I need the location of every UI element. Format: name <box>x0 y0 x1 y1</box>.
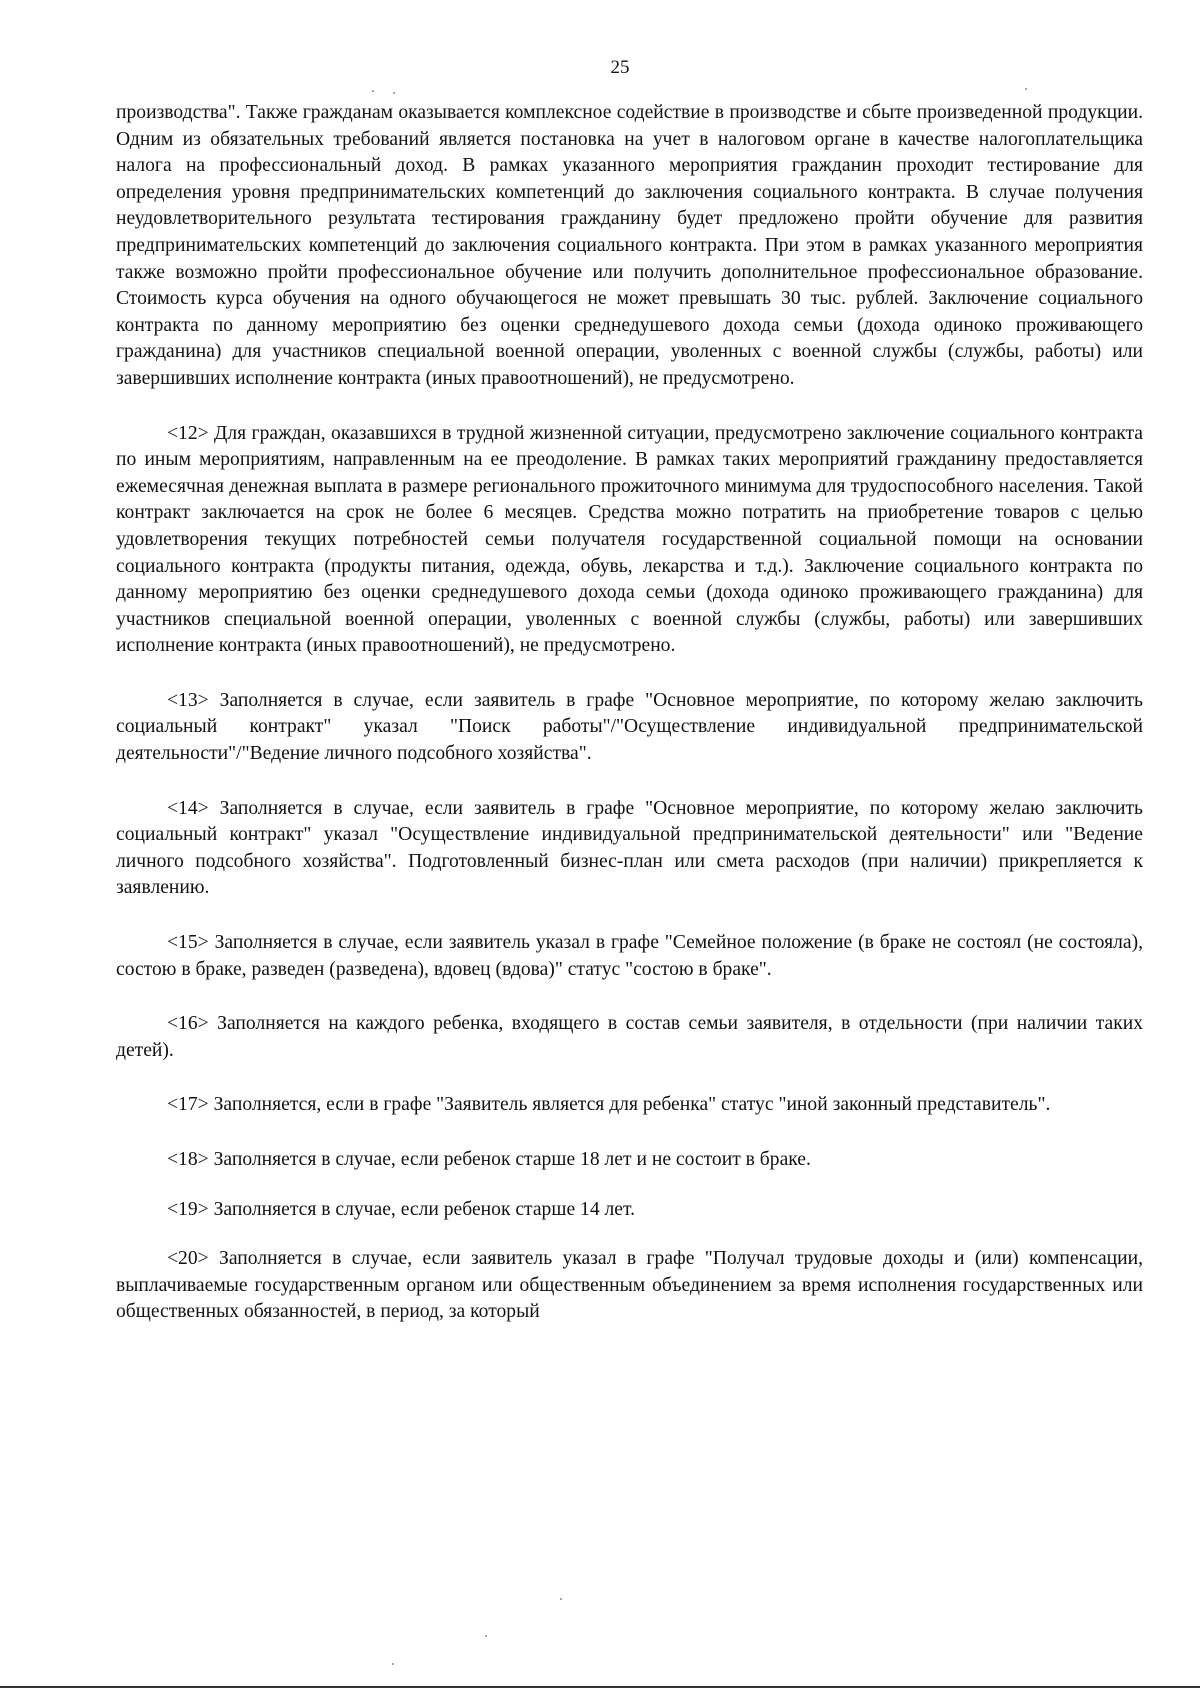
footnote-12: <12> Для граждан, оказавшихся в трудной жизненной ситуации, предусмотрено заключение социального контракта по иным мероприятиям, направленным на ее преодоление. В рамках таких мероприятий гражданину предоставляется ежемесячная денежная выплата в размере регионального прожиточного минимума для трудоспособного населения. Такой контракт заключается на срок не более 6 месяцев. Средства можно потратить на приобретение товаров с целью удовлетворения текущих потребностей семьи получателя государственной социальной помощи на основании социального контракта (продукты питания, одежда, обувь, лекарства и т.д.). Заключение социального контракта по данному мероприятию без оценки среднедушевого дохода семьи (дохода одиноко проживающего гражданина) для участников специальной военной операции, уволенных с военной службы (службы, работы) или завершивших исполнение контракта (иных правоотношений), не предусмотрено. <box>116 422 1143 657</box>
scan-speck <box>485 1635 487 1637</box>
paragraph-continuation: производства". Также гражданам оказывается комплексное содействие в производстве и сбыте произведенной продукции. Одним из обязательных требований является постановка на учет в налоговом органе в качестве налогоплательщика налога на профессиональный доход. В рамках указанного мероприятия гражданин проходит тестирование для определения уровня предпринимательских компетенций до заключения социального контракта. В случае получения неудовлетворительного результата тестирования гражданину будет предложено пройти обучение для развития предпринимательских компетенций до заключения социального контракта. При этом в рамках указанного мероприятия также возможно пройти профессиональное обучение или получить дополнительное профессиональное образование. Стоимость курса обучения на одного обучающегося не может превышать 30 тыс. рублей. Заключение социального контракта по данному мероприятию без оценки среднедушевого дохода семьи (дохода одиноко проживающего гражданина) для участников специальной военной операции, уволенных с военной службы (службы, работы) или завершивших исполнение контракта (иных правоотношений), не предусмотрено. <box>116 102 1143 389</box>
scan-speck <box>1025 88 1027 90</box>
document-body <box>116 100 1143 1326</box>
footnote-13: <13> Заполняется в случае, если заявитель в графе "Основное мероприятие, по которому желаю заключить социальный контракт" указал "Поиск работы"/"Осуществление индивидуальной предпринимательской деятельности"/"Ведение личного подсобного хозяйства". <box>116 689 1143 765</box>
scan-speck <box>560 1598 562 1600</box>
scan-speck <box>392 1663 394 1665</box>
footnote-19: <19> Заполняется в случае, если ребенок старше 14 лет. <box>167 1198 635 1220</box>
footnote-20: <20> Заполняется в случае, если заявитель указал в графе "Получал трудовые доходы и (или) компенсации, выплачиваемые государственным органом или общественным объединением за время исполнения государственных или общественных обязанностей, в период, за который <box>116 1248 1143 1323</box>
footnote-18: <18> Заполняется в случае, если ребенок старше 18 лет и не состоит в браке. <box>167 1149 811 1170</box>
scan-speck <box>372 90 374 92</box>
footnote-15: <15> Заполняется в случае, если заявитель указал в графе "Семейное положение (в браке не состоял (не состояла), состою в браке, разведен (разведена), вдовец (вдова)" статус "состою в браке". <box>116 932 1143 980</box>
footnote-16: <16> Заполняется на каждого ребенка, входящего в состав семьи заявителя, в отдельности (при наличии таких детей). <box>116 1013 1143 1061</box>
scan-speck <box>393 92 395 94</box>
page-number: 25 <box>610 57 630 78</box>
footnote-14: <14> Заполняется в случае, если заявитель в графе "Основное мероприятие, по которому желаю заключить социальный контракт" указал "Осуществление индивидуальной предпринимательской деятельности" или "Ведение личного подсобного хозяйства". Подготовленный бизнес-план или смета расходов (при наличии) прикрепляется к заявлению. <box>116 797 1143 899</box>
footnote-17: <17> Заполняется, если в графе "Заявитель является для ребенка" статус "иной законный представитель". <box>167 1094 1051 1116</box>
scan-edge-line <box>0 1686 1200 1688</box>
